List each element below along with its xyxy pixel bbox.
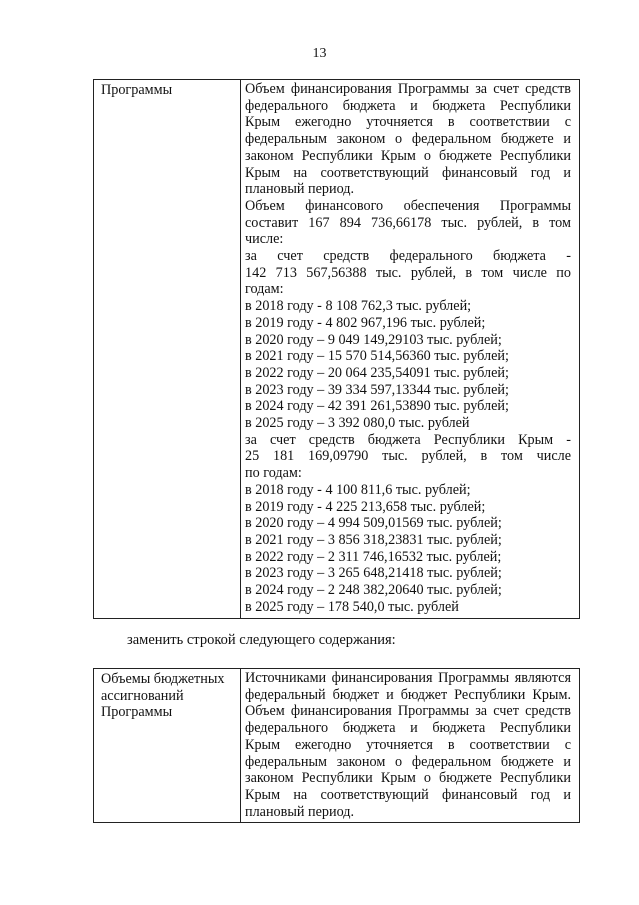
row-label-cell xyxy=(94,80,241,619)
text-line: законом Республики Крым о бюджете Республики xyxy=(245,770,571,787)
text-line: в 2021 году – 15 570 514,56360 тыс. рублей; xyxy=(245,348,509,365)
text-line: 142 713 567,56388 тыс. рублей, в том числе по xyxy=(245,264,571,281)
text-line: в 2024 году – 42 391 261,53890 тыс. рублей; xyxy=(245,398,509,415)
label-line: Программы xyxy=(101,704,173,721)
text-line: в 2019 году - 4 225 213,658 тыс. рублей; xyxy=(245,498,486,515)
text-line: в 2018 году - 8 108 762,3 тыс. рублей; xyxy=(245,298,472,315)
text-line: в 2018 году - 4 100 811,6 тыс. рублей; xyxy=(245,481,471,498)
text-line: за счет средств федерального бюджета - xyxy=(245,248,571,265)
row-label: Программы xyxy=(101,82,173,98)
text-line: федеральный бюджет и бюджет Республики Крым. xyxy=(245,686,571,703)
text-line: Крым ежегодно уточняется в соответствии с xyxy=(245,114,571,131)
row-label-cell xyxy=(94,669,241,823)
program-table-new xyxy=(93,668,580,823)
text-line: за счет средств бюджета Республики Крым - xyxy=(245,431,571,448)
text-line: Крым на соответствующий финансовый год и xyxy=(245,786,571,803)
text-line: Источниками финансирования Программы являются xyxy=(245,670,571,686)
text-line: в 2023 году – 3 265 648,21418 тыс. рублей; xyxy=(245,565,502,582)
row-label xyxy=(94,669,240,721)
text-line: по годам: xyxy=(245,465,302,482)
text-line: числе: xyxy=(245,231,284,248)
text-line: плановый период. xyxy=(245,181,355,198)
table-row xyxy=(94,80,580,619)
text-line: плановый период. xyxy=(245,803,355,820)
program-table-old xyxy=(93,79,580,619)
label-line: Объемы бюджетных xyxy=(101,671,225,687)
row-content-cell xyxy=(241,80,580,619)
text-line: Объем финансового обеспечения Программы xyxy=(245,197,571,214)
text-line: в 2022 году – 20 064 235,54091 тыс. рублей; xyxy=(245,364,509,381)
text-line: в 2023 году – 39 334 597,13344 тыс. рублей; xyxy=(245,381,509,398)
funding-text xyxy=(241,80,579,618)
label-line: ассигнований xyxy=(101,687,184,704)
text-line: федеральным законом о федеральном бюджете и xyxy=(245,753,571,770)
text-line: в 2020 году – 4 994 509,01569 тыс. рублей; xyxy=(245,515,502,532)
text-line: в 2021 году – 3 856 318,23831 тыс. рублей; xyxy=(245,531,502,548)
text-line: федерального бюджета и бюджета Республики xyxy=(245,97,571,114)
text-line: Объем финансирования Программы за счет средств xyxy=(245,81,571,97)
text-line: федерального бюджета и бюджета Республики xyxy=(245,720,571,737)
text-line: годам: xyxy=(245,281,284,298)
text-line: Крым на соответствующий финансовый год и xyxy=(245,164,571,181)
text-line: составит 167 894 736,66178 тыс. рублей, в том xyxy=(245,214,571,231)
text-line: в 2025 году – 178 540,0 тыс. рублей xyxy=(245,598,459,615)
text-line: в 2019 году - 4 802 967,196 тыс. рублей; xyxy=(245,314,486,331)
page-number: 13 xyxy=(312,46,327,61)
text-line: законом Республики Крым о бюджете Республики xyxy=(245,147,571,164)
replace-instruction: заменить строкой следующего содержания: xyxy=(127,632,396,648)
table-row xyxy=(94,669,580,823)
text-line: Объем финансирования Программы за счет средств xyxy=(245,703,571,720)
row-content-cell xyxy=(241,669,580,823)
funding-text xyxy=(241,669,579,822)
text-line: в 2020 году – 9 049 149,29103 тыс. рублей; xyxy=(245,331,502,348)
text-line: в 2025 году – 3 392 080,0 тыс. рублей xyxy=(245,415,470,432)
text-line: 25 181 169,09790 тыс. рублей, в том числе xyxy=(245,448,571,465)
text-line: Крым ежегодно уточняется в соответствии с xyxy=(245,736,571,753)
text-line: федеральным законом о федеральном бюджете и xyxy=(245,131,571,148)
text-line: в 2022 году – 2 311 746,16532 тыс. рублей; xyxy=(245,548,502,565)
text-line: в 2024 году – 2 248 382,20640 тыс. рублей; xyxy=(245,582,502,599)
